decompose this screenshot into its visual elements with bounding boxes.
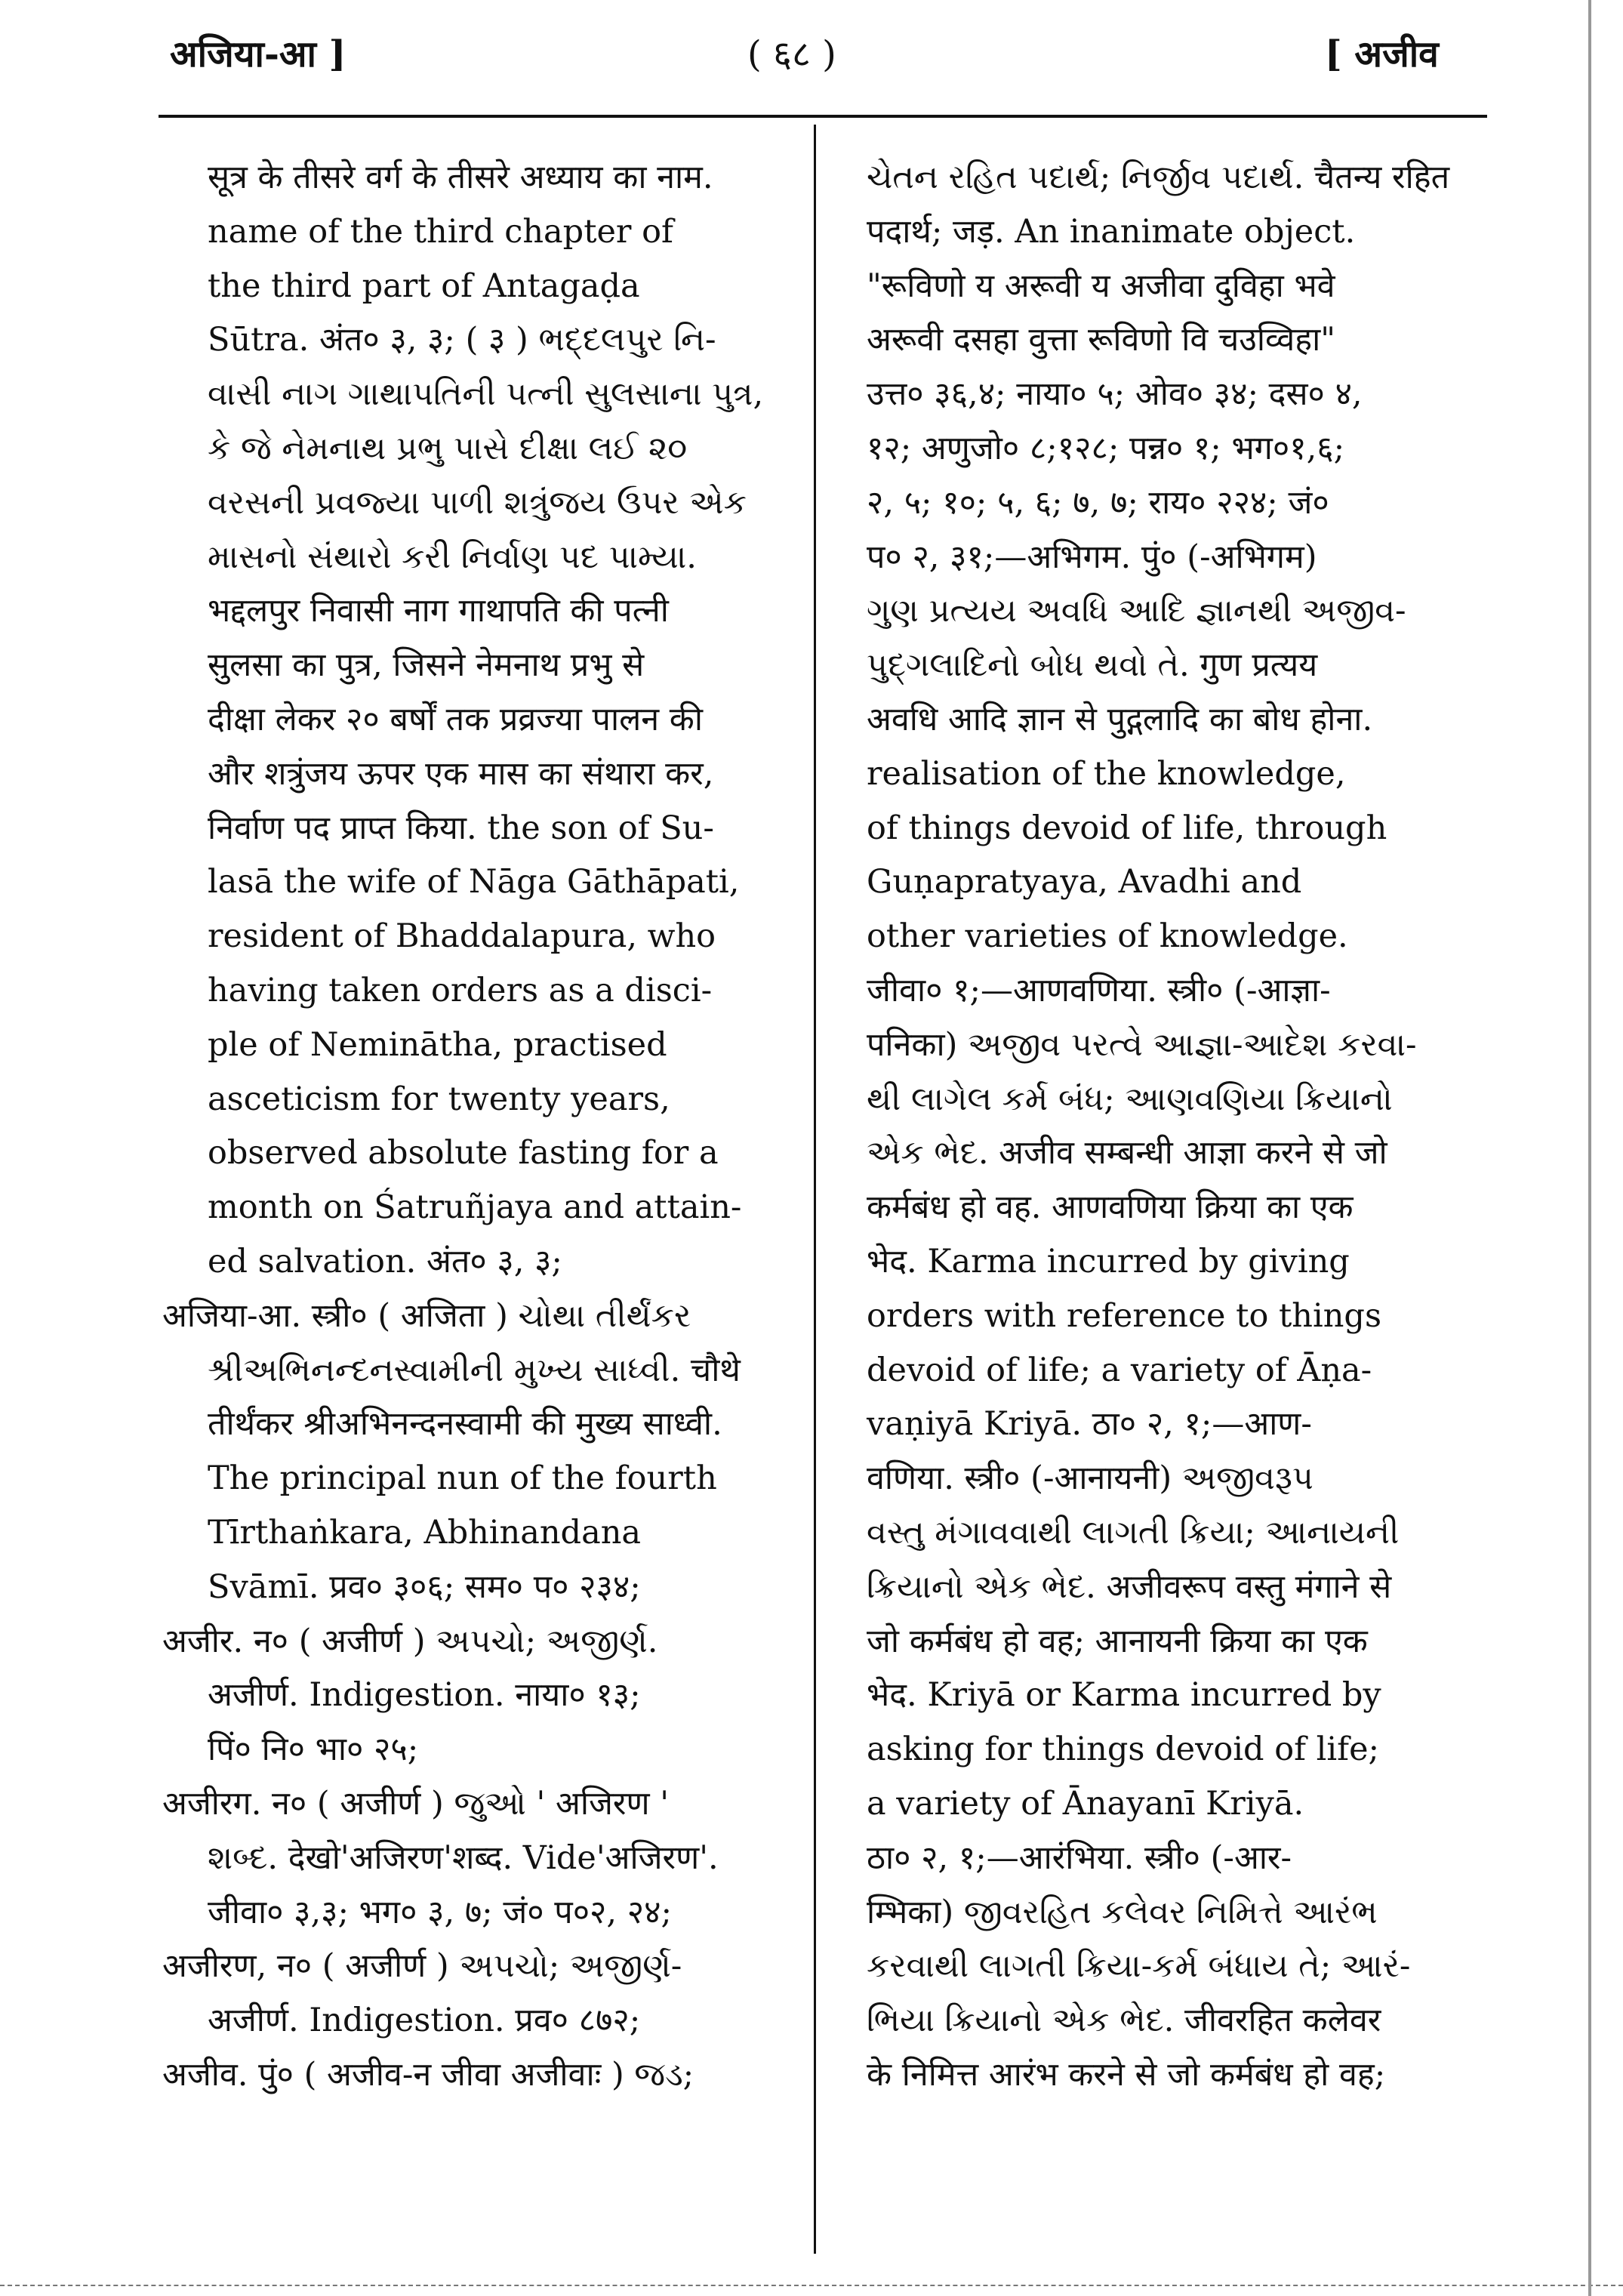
text-line: अजिया-आ. स्त्री० ( अजिता ) ચોથા તીર્થંકર [162, 1296, 691, 1335]
text-line: a variety of Ānayanī Kriyā. [867, 1784, 1304, 1823]
text-line: વાસી નાગ ગાથાપતિની પત્ની સુલસાના પુત્ર, [208, 375, 764, 414]
text-line: अजीरग. न० ( अजीर्ण ) જુઓ ' अजिरण ' [162, 1784, 670, 1823]
text-line: सूत्र के तीसरे वर्ग के तीसरे अध्याय का नाम. [208, 159, 713, 196]
text-line: अजीर्ण. Indigestion. प्रव० ८७२; [208, 2002, 641, 2040]
page-number: ( ६८ ) [747, 33, 836, 76]
text-line: ठा० २, १;—आरंभिया. स्त्री० (-आर- [867, 1838, 1292, 1877]
text-line: થી લાગેલ કર્મ બંધ; આણવણિયા ક્રિયાનો [867, 1080, 1393, 1118]
text-line: વસ્તુ મંગાવવાથી લાગતી ક્રિયા; આનાયની [867, 1513, 1400, 1552]
text-line: ચેતન રહિત પદાર્થ; નિર્જીવ પદાર્થ. चैतन्य रहित [867, 159, 1450, 196]
text-line: २, ५; १०; ५, ६; ७, ७; राय० २२४; जं० [867, 483, 1329, 522]
right-column [867, 151, 1504, 2103]
text-line: प० २, ३१;—अभिगम. पुं० (-अभिगम) [867, 538, 1317, 576]
text-line: वणिया. स्त्री० (-आनायनी) અજીવરૂપ [867, 1459, 1313, 1498]
column-divider [814, 125, 816, 2254]
text-line: पदार्थ; जड़. An inanimate object. [867, 212, 1356, 251]
left-column [162, 151, 800, 2103]
text-line: के निमित्त आरंभ करने से जो कर्मबंध हो वह; [867, 2055, 1386, 2094]
header-rule [159, 115, 1487, 118]
text-line: अरूवी दसहा वुत्ता रूविणो वि चउव्विहा" [867, 321, 1336, 359]
text-line: કે જે નેમનાથ પ્રભુ પાસે દીક્ષા લઈ ૨૦ [208, 429, 688, 467]
text-line: Sūtra. अंत० ३, ३; ( ३ ) ભદ્દલપુર નિ- [208, 321, 716, 359]
text-line: पिं० नि० भा० २५; [208, 1730, 419, 1769]
text-line: जीवा० १;—आणवणिया. स्त्री० (-आज्ञा- [867, 971, 1331, 1009]
text-line: "रूविणो य अरूवी य अजीवा दुविहा भवे [867, 267, 1335, 305]
text-line: Svāmī. प्रव० ३०६; सम० प० २३४; [208, 1567, 641, 1606]
text-line: कर्मबंध हो वह. आणवणिया क्रिया का एक [867, 1188, 1354, 1227]
text-line: अजीर. न० ( अजीर्ण ) અપચો; અજીર્ણ. [162, 1622, 658, 1660]
text-line: भेद. Karma incurred by giving [867, 1242, 1350, 1281]
text-line: भेद. Kriyā or Karma incurred by [867, 1676, 1381, 1715]
text-line: the third part of Antagaḍa [208, 267, 640, 305]
text-line: ગુણ પ્રત્યય અવધિ આદિ જ્ઞાનથી અજીવ- [867, 592, 1406, 630]
text-line: શબ્દ. देखो'अजिरण'शब्द. Vide'अजिरण'. [208, 1838, 719, 1877]
text-line: ple of Nemināthа, practised [208, 1025, 667, 1064]
text-line: अजीर्ण. Indigestion. नाया० १३; [208, 1676, 641, 1715]
text-line: lasā the wife of Nāga Gāthāpati, [208, 863, 740, 901]
text-line: अजीरण, न० ( अजीर्ण ) અપચો; અજીર્ણ- [162, 1947, 682, 1986]
text-line: asking for things devoid of life; [867, 1730, 1380, 1769]
text-line: માસનો સંથારો કરી નિર્વાણ પદ પામ્યા. [208, 538, 697, 576]
text-line: निर्वाण पद प्राप्त किया. the son of Su- [208, 809, 714, 847]
text-line: name of the third chapter of [208, 212, 673, 251]
text-line: vaṇiyā Kriyā. ठा० २, १;—आण- [867, 1405, 1312, 1444]
header-left-guideword: अजिया-आ ] [170, 33, 346, 76]
text-line: શ્રીઅભિનન્દનસ્વામીની મુખ્ય સાધ્વી. चौथे [208, 1351, 741, 1389]
text-line: अवधि आदि ज्ञान से पुद्गलादि का बोध होना. [867, 700, 1373, 738]
text-line: of things devoid of life, through [867, 809, 1387, 847]
text-line: सुलसा का पुत्र, जिसने नेमनाथ प्रभु से [208, 646, 645, 685]
header-right-guideword: [ अजीव [1325, 33, 1439, 76]
text-line: asceticism for twenty years, [208, 1080, 670, 1118]
text-line: दीक्षा लेकर २० बर्षों तक प्रव्रज्या पालन की [208, 700, 703, 738]
text-line: १२; अणुजो० ८;१२८; पन्न० १; भग०१,६; [867, 429, 1345, 467]
text-line: devoid of life; a variety of Āṇa- [867, 1351, 1372, 1389]
text-line: तीर्थंकर श्रीअभिनन्दनस्वामी की मुख्य साध्वी. [208, 1405, 722, 1444]
text-line: पनिका) અજીવ પરત્વે આજ્ઞા-આદેશ કરવા- [867, 1025, 1417, 1064]
bottom-edge-rule [0, 2285, 1623, 2286]
text-line: ભિયા ક્રિયાનો એક ભેદ. जीवरहित कलेवर [867, 2002, 1381, 2040]
text-line: The principal nun of the fourth [208, 1459, 717, 1498]
text-line: વરસની પ્રવજ્યા પાળી શત્રુંજય ઉપર એક [208, 483, 747, 522]
text-line: उत्त० ३६,४; नाया० ५; ओव० ३४; दस० ४, [867, 375, 1363, 414]
text-line: observed absolute fasting for a [208, 1134, 719, 1173]
text-line: કરવાથી લાગતી ક્રિયા-કર્મ બંધાય તે; આરં- [867, 1947, 1411, 1986]
text-line: ed salvation. अंत० ३, ३; [208, 1242, 562, 1281]
text-line: Tīrthaṅkara, Abhinandana [208, 1513, 642, 1552]
text-line: resident of Bhaddalapura, who [208, 917, 716, 956]
text-line: म्भिका) જીવરહિત કલેવર નિમિત્તે આરંભ [867, 1893, 1378, 1931]
text-line: other varieties of knowledge. [867, 917, 1348, 956]
text-line: Guṇapratyaya, Avadhi and [867, 863, 1302, 901]
text-line: और शत्रुंजय ऊपर एक मास का संथारा कर, [208, 754, 714, 793]
text-line: realisation of the knowledge, [867, 754, 1346, 793]
text-line: ક્રિયાનો એક ભેદ. अजीवरूप वस्तु मंगाने से [867, 1567, 1392, 1606]
text-line: having taken orders as a disci- [208, 971, 713, 1009]
text-line: orders with reference to things [867, 1296, 1382, 1335]
text-line: भद्दलपुर निवासी नाग गाथापति की पत्नी [208, 592, 669, 630]
text-line: એક ભેદ. अजीव सम्बन्धी आज्ञा करने से जो [867, 1134, 1387, 1173]
text-line: પુદ્ગલાદિનો બોધ થવો તે. गुण प्रत्यय [867, 646, 1318, 685]
text-line: जीवा० ३,३; भग० ३, ७; जं० प०२, २४; [208, 1893, 672, 1931]
text-line: अजीव. पुं० ( अजीव-न जीवा अजीवाः ) જડ; [162, 2055, 694, 2094]
text-line: month on Śatruñjaya and attain- [208, 1188, 742, 1227]
text-line: जो कर्मबंध हो वह; आनायनी क्रिया का एक [867, 1622, 1368, 1660]
page-edge-shadow [1588, 0, 1591, 2296]
